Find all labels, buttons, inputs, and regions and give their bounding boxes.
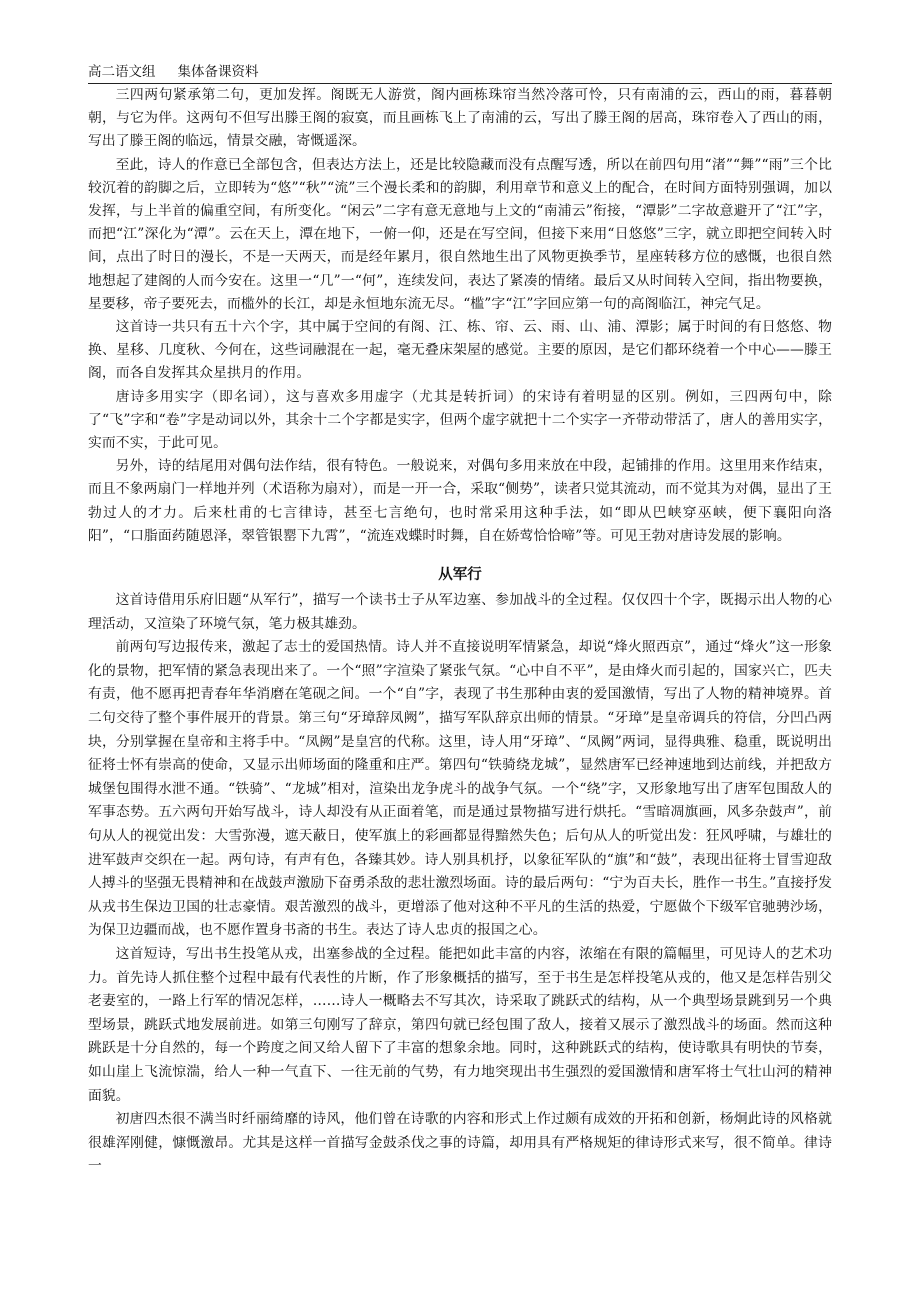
paragraph: 三四两句紧承第二句，更加发挥。阁既无人游赏，阁内画栋珠帘当然冷落可怜，只有南浦的云，西山的雨，暮暮朝朝，与它为伴。这两句不但写出滕王阁的寂寞，而且画栋飞上了南浦的云，写出了滕王阁的居高，珠帘卷入了西山的雨，写出了滕王阁的临远，情景交融，寄慨遥深。	[88, 87, 832, 150]
section-congjunxing-analysis	[88, 589, 832, 1179]
paragraph: 这首诗一共只有五十六个字，其中属于空间的有阁、江、栋、帘、云、雨、山、浦、潭影；属于时间的有日悠悠、物换、星移、几度秋、今何在，这些词融混在一起，毫无叠床架屋的感觉。主要的原因，是它们都环绕着一个中心——滕王阁，而各自发挥其众星拱月的作用。	[88, 319, 832, 382]
page-header	[88, 62, 832, 84]
section-tengwangge-analysis	[88, 84, 832, 548]
header-title: 集体备课资料	[177, 64, 259, 80]
section-title: 从军行	[438, 567, 482, 584]
paragraph: 这首诗借用乐府旧题“从军行”，描写一个读书士子从军边塞、参加战斗的全过程。仅仅四十个字，既揭示出人物的心理活动，又渲染了环境气氛，笔力极其雄劲。	[88, 592, 832, 632]
header-group: 高二语文组	[88, 64, 156, 80]
paragraph: 至此，诗人的作意已全部包含，但表达方法上，还是比较隐藏而没有点醒写透，所以在前四句用“渚”“舞”“雨”三个比较沉着的韵脚之后，立即转为“悠”“秋”“流”三个漫长柔和的韵脚，利用章节和意义上的配合，在时间方面特别强调，加以发挥，与上半首的偏重空间，有所变化。“闲云”二字有意无意地与上文的“南浦云”衔接，“潭影”二字故意避开了“江”字，而把“江”深化为“潭”。云在天上，潭在地下，一俯一仰，还是在写空间，但接下来用“日悠悠”三字，就立即把空间转入时间，点出了时日的漫长，不是一天两天，而是经年累月，很自然地生出了风物更换季节，星座转移方位的感慨，也很自然地想起了建阁的人而今安在。这里一“几”一“何”，连续发问，表达了紧凑的情绪。最后又从时间转入空间，指出物要换，星要移，帝子要死去，而槛外的长江，却是永恒地东流无尽。“槛”字“江”字回应第一句的高阁临江，神完气足。	[88, 156, 832, 312]
paragraph: 这首短诗，写出书生投笔从戎，出塞参战的全过程。能把如此丰富的内容，浓缩在有限的篇幅里，可见诗人的艺术功力。首先诗人抓住整个过程中最有代表性的片断，作了形象概括的描写，至于书生是怎样投笔从戎的，他又是怎样告别父老妻室的，一路上行军的情况怎样，……诗人一概略去不写其次，诗采取了跳跃式的结构，从一个典型场景跳到另一个典型场景，跳跃式地发展前进。如第三句刚写了辞京，第四句就已经包围了敌人，接着又展示了激烈战斗的场面。然而这种跳跃是十分自然的，每一个跨度之间又给人留下了丰富的想象余地。同时，这种跳跃式的结构，使诗歌具有明快的节奏，如山崖上飞流惊湍，给人一种一气直下、一往无前的气势，有力地突现出书生强烈的爱国激情和唐军将士气壮山河的精神面貌。	[88, 945, 832, 1104]
paragraph: 另外，诗的结尾用对偶句法作结，很有特色。一般说来，对偶句多用来放在中段，起铺排的作用。这里用来作结束，而且不象两扇门一样地并列（术语称为扇对），而是一开一合，采取“侧势”，读者只觉其流动，而不觉其为对偶，显出了王勃过人的才力。后来杜甫的七言律诗，甚至七言绝句，也时常采用这种手法，如“即从巴峡穿巫峡，便下襄阳向洛阳”，“口脂面药随恩泽，翠管银罂下九霄”，“流连戏蝶时时舞，自在娇莺恰恰啼”等。可见王勃对唐诗发展的影响。	[88, 458, 832, 544]
paragraph: 唐诗多用实字（即名词），这与喜欢多用虚字（尤其是转折词）的宋诗有着明显的区别。例如，三四两句中，除了“飞”字和“卷”字是动词以外，其余十二个字都是实字，但两个虚字就把十二个实字一齐带动带活了，唐人的善用实字，实而不实，于此可见。	[88, 388, 832, 452]
document-page	[88, 62, 832, 1179]
paragraph: 前两句写边报传来，激起了志士的爱国热情。诗人并不直接说明军情紧急，却说“烽火照西京”，通过“烽火”这一形象化的景物，把军情的紧急表现出来了。一个“照”字渲染了紧张气氛。“心中自不平”，是由烽火而引起的，国家兴亡，匹夫有责，他不愿再把青春年华消磨在笔砚之间。一个“自”字，表现了书生那种由衷的爱国激情，写出了人物的精神境界。首二句交待了整个事件展开的背景。第三句“牙璋辞凤阙”，描写军队辞京出师的情景。“牙璋”是皇帝调兵的符信，分凹凸两块，分别掌握在皇帝和主将手中。“凤阙”是皇宫的代称。这里，诗人用“牙璋”、“凤阙”两词，显得典雅、稳重，既说明出征将士怀有崇高的使命，又显示出师场面的隆重和庄严。第四句“铁骑绕龙城”，显然唐军已经神速地到达前线，并把敌方城堡包围得水泄不通。“铁骑”、“龙城”相对，渲染出龙争虎斗的战争气氛。一个“绕”字，又形象地写出了唐军包围敌人的军事态势。五六两句开始写战斗，诗人却没有从正面着笔，而是通过景物描写进行烘托。“雪暗凋旗画，风多杂鼓声”，前句从人的视觉出发：大雪弥漫，遮天蔽日，使军旗上的彩画都显得黯然失色；后句从人的听觉出发：狂风呼啸，与雄壮的进军鼓声交织在一起。两句诗，有声有色，各臻其妙。诗人别具机抒，以象征军队的“旗”和“鼓”，表现出征将士冒雪迎敌人搏斗的坚强无畏精神和在战鼓声激励下奋勇杀敌的悲壮激烈场面。诗的最后两句：“宁为百夫长，胜作一书生。”直接抒发从戎书生保边卫国的壮志豪情。艰苦激烈的战斗，更增添了他对这种不平凡的生活的热爱，宁愿做个下级军官驰骋沙场，为保卫边疆而战，也不愿作置身书斋的书生。表达了诗人忠贞的报国之心。	[88, 639, 832, 939]
paragraph: 初唐四杰很不满当时纤丽绮靡的诗风，他们曾在诗歌的内容和形式上作过颇有成效的开拓和创新，杨炯此诗的风格就很雄浑刚健，慷慨激昂。尤其是这样一首描写金鼓杀伐之事的诗篇，却用具有严格规矩的律诗形式来写，很不简单。律诗一	[88, 1111, 832, 1175]
